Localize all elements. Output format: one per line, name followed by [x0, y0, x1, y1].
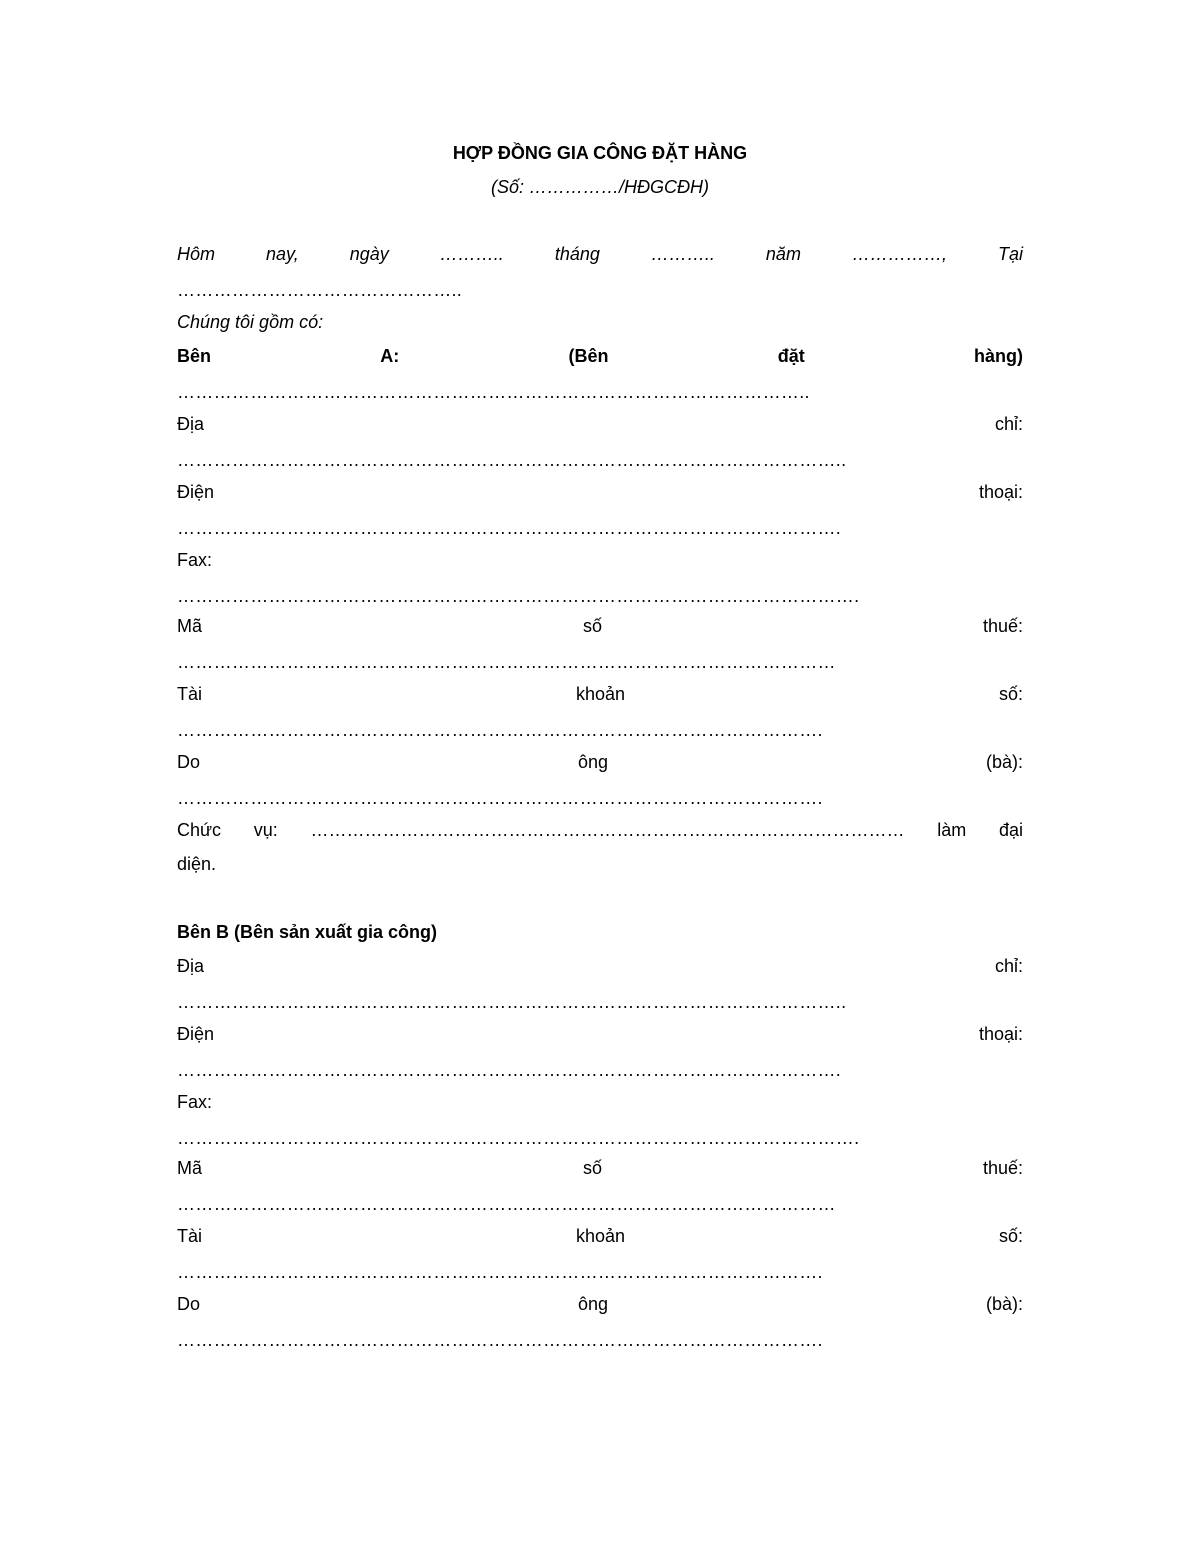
party-a-account-blank: …………………………………………………………………………………………….	[177, 720, 823, 740]
party-a-header: Bên A: (Bên đặt hàng)	[177, 346, 1023, 366]
party-b-rep-label: Do ông (bà):	[177, 1294, 1023, 1314]
day-blank: ………..	[439, 244, 504, 264]
contract-number: (Số: ……………/HĐGCĐH)	[490, 177, 709, 197]
intro-text: Chúng tôi gồm có:	[177, 312, 324, 332]
party-a-account-label: Tài khoản số:	[177, 684, 1023, 704]
party-a-rep-blank: …………………………………………………………………………………………….	[177, 788, 823, 808]
party-a-tax-blank: ………………………………………………………………………………………………	[177, 652, 836, 672]
party-a-position-blank: ………………………………………………………………………………………	[310, 820, 905, 840]
party-b-phone-label: Điện thoại:	[177, 1024, 1023, 1044]
party-b-phone-blank: ……………………………………………………………………………………………….	[177, 1060, 842, 1080]
party-b-account-blank: …………………………………………………………………………………………….	[177, 1262, 823, 1282]
party-a-tax-label: Mã số thuế:	[177, 616, 1023, 636]
party-b-rep-blank: …………………………………………………………………………………………….	[177, 1330, 823, 1350]
party-a-name-blank: …………………………………………………………………………………………..	[177, 382, 810, 402]
party-b-address-blank: ………………………………………………………………………………………………..	[177, 992, 847, 1012]
party-b-fax-blank: ………………………………………………………………………………………………….	[177, 1128, 860, 1148]
party-a-position-line: Chức vụ: ……………………………………………………………………………………… làm đại	[177, 820, 1023, 840]
place-blank: ………………………………………..	[177, 280, 463, 300]
party-a-position-cont: diện.	[177, 854, 217, 874]
document-title: HỢP ĐỒNG GIA CÔNG ĐẶT HÀNG	[452, 143, 748, 163]
year-blank: ……………,	[851, 244, 947, 264]
party-a-phone-label: Điện thoại:	[177, 482, 1023, 502]
party-b-account-label: Tài khoản số:	[177, 1226, 1023, 1246]
month-blank: ………..	[650, 244, 715, 264]
party-a-address-blank: ………………………………………………………………………………………………..	[177, 450, 847, 470]
party-b-tax-label: Mã số thuế:	[177, 1158, 1023, 1178]
party-b-address-label: Địa chỉ:	[177, 956, 1023, 976]
date-line: Hôm nay, ngày ……….. tháng ……….. năm ……………, Tại	[177, 244, 1023, 264]
party-b-fax-label: Fax:	[177, 1092, 213, 1112]
party-b-tax-blank: ………………………………………………………………………………………………	[177, 1194, 836, 1214]
party-b-header: Bên B (Bên sản xuất gia công)	[177, 922, 438, 942]
party-a-fax-label: Fax:	[177, 550, 213, 570]
party-a-phone-blank: ……………………………………………………………………………………………….	[177, 518, 842, 538]
party-a-fax-blank: ………………………………………………………………………………………………….	[177, 586, 860, 606]
party-a-rep-label: Do ông (bà):	[177, 752, 1023, 772]
party-a-address-label: Địa chỉ:	[177, 414, 1023, 434]
